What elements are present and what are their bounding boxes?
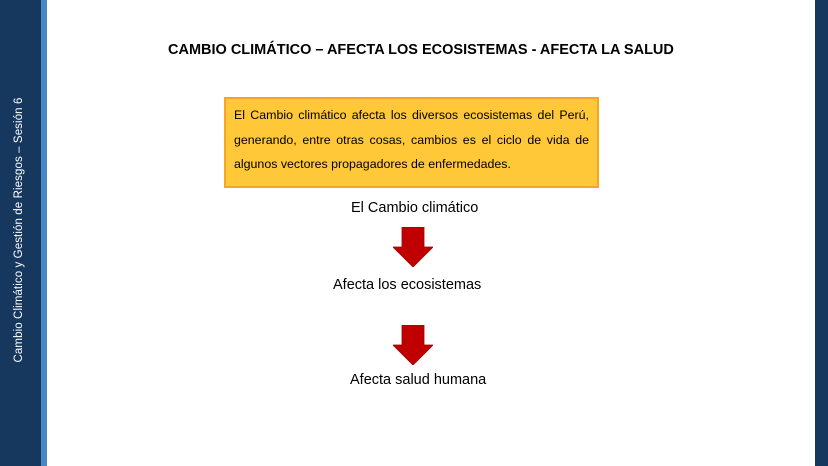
down-arrow-icon — [393, 227, 433, 267]
slide-title: CAMBIO CLIMÁTICO – AFECTA LOS ECOSISTEMAS - AFECTA LA SALUD — [168, 42, 674, 58]
left-sidebar — [0, 0, 41, 466]
flow-step-climate-change: El Cambio climático — [351, 200, 479, 216]
callout-text: El Cambio climático afecta los diversos ecosistemas del Perú, generando, entre otras cosas, cambios es el ciclo de vida de algunos vectores propagadores de enfermedades. — [234, 108, 589, 171]
flow-step-human-health: Afecta salud humana — [350, 372, 487, 388]
down-arrow-icon — [393, 325, 433, 365]
left-accent-stripe — [41, 0, 47, 466]
flow-step-ecosystems: Afecta los ecosistemas — [333, 277, 482, 293]
sidebar-vertical-text: Cambio Climático y Gestión de Riesgos – Sesión 6 — [13, 97, 25, 363]
callout-box — [224, 97, 599, 188]
right-sidebar — [815, 0, 828, 466]
